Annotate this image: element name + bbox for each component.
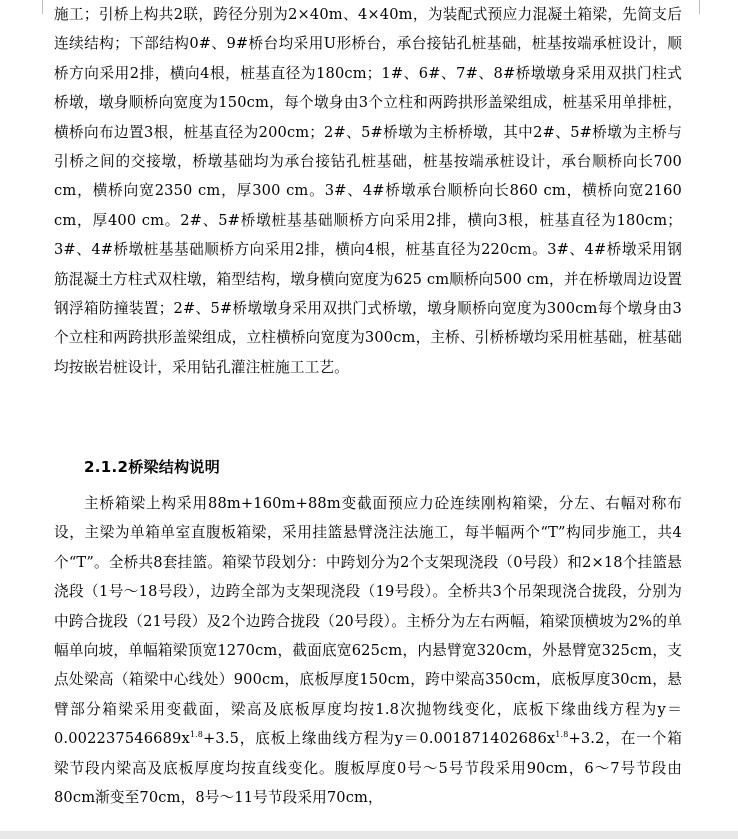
paragraph-bridge-structure-text-1: 主桥箱梁上构采用88m+160m+88m变截面预应力砼连续刚构箱梁，分左、右幅对称布设，主梁为单箱单室直腹板箱梁，采用挂篮悬臂浇注法施工，每半幅两个“T”构同步施工，共4个“T”。全桥共8套挂篮。箱梁节段划分：中跨划分为2个支架现浇段（0号段）和2×18个挂篮悬浇段（1号～18号段），边跨全部为支架现浇段（19号段）。全桥共3个吊架现浇合拢段，分别为中跨合拢段（21号段）及2个边跨合拢段（20号段）。主桥分为左右两幅，箱梁顶横坡为2%的单幅单向坡，单幅箱梁顶宽1270cm，截面底宽625cm，内悬臂宽320cm，外悬臂宽325cm，支点处梁高（箱梁中心线处）900cm，底板厚度150cm，跨中梁高350cm，底板厚度30cm，悬臂部分箱梁采用变截面，梁高及底板厚度均按1.8次抛物线变化，底板下缘曲线方程为y＝0.002237546689x: [54, 495, 682, 748]
exponent-2: 1.8: [555, 730, 569, 740]
paragraph-bridge-structure-text-3: +3.2，在一个箱梁节段内梁高及底板厚度均按直线变化。腹板厚度0号～5号节段采用90cm，6～7号节段由80cm渐变至70cm，8号～11号节段采用70cm，: [54, 730, 682, 807]
paragraph-substructure-text: 施工；引桥上构共2联，跨径分别为2×40m、4×40m，为装配式预应力混凝土箱梁，先简支后连续结构；下部结构0#、9#桥台均采用U形桥台，承台接钻孔桩基础，桩基按端承桩设计，顺桥方向采用2排，横向4根，桩基直径为180cm；1#、6#、7#、8#桥墩墩身采用双拱门柱式桥墩，墩身顺桥向宽度为150cm，每个墩身由3个立柱和两跨拱形盖梁组成，桩基采用单排桩，横桥向布边置3根，桩基直径为200cm；2#、5#桥墩为主桥桥墩，其中2#、5#桥墩为主桥与引桥之间的交接墩，桥墩基础均为承台接钻孔桩基础，桩基按端承桩设计，承台顺桥向长700 cm，横桥向宽2350 cm，厚300 cm。3#、4#桥墩承台顺桥向长860 cm，横桥向宽2160 cm，厚400 cm。2#、5#桥墩桩基基础顺桥方向采用2排，横向3根，桩基直径为180cm；3#、4#桥墩桩基基础顺桥方向采用2排，横向4根，桩基直径为220cm。3#、4#桥墩采用钢筋混凝土方柱式双柱墩，箱型结构，墩身横向宽度为625 cm顺桥向500 cm，并在桥墩周边设置钢浮箱防撞装置；2#、5#桥墩墩身采用双拱门式桥墩，墩身顺桥向宽度为300cm每个墩身由3个立柱和两跨拱形盖梁组成，立柱横桥向宽度为300cm，主桥、引桥桥墩均采用桩基础，桩基础均按嵌岩桩设计，采用钻孔灌注桩施工工艺。: [54, 6, 682, 376]
page-bottom-edge: [0, 831, 738, 839]
page-margin-mark-left: [42, 0, 43, 14]
paragraph-bridge-structure: [54, 489, 682, 812]
paragraph-substructure: [54, 0, 682, 382]
paragraph-bridge-structure-text-2: +3.5，底板上缘曲线方程为y＝0.001871402686x: [203, 730, 556, 748]
page-margin-mark-right: [699, 0, 700, 14]
exponent-1: 1.8: [189, 730, 204, 740]
section-heading: 2.1.2桥梁结构说明: [84, 458, 221, 476]
